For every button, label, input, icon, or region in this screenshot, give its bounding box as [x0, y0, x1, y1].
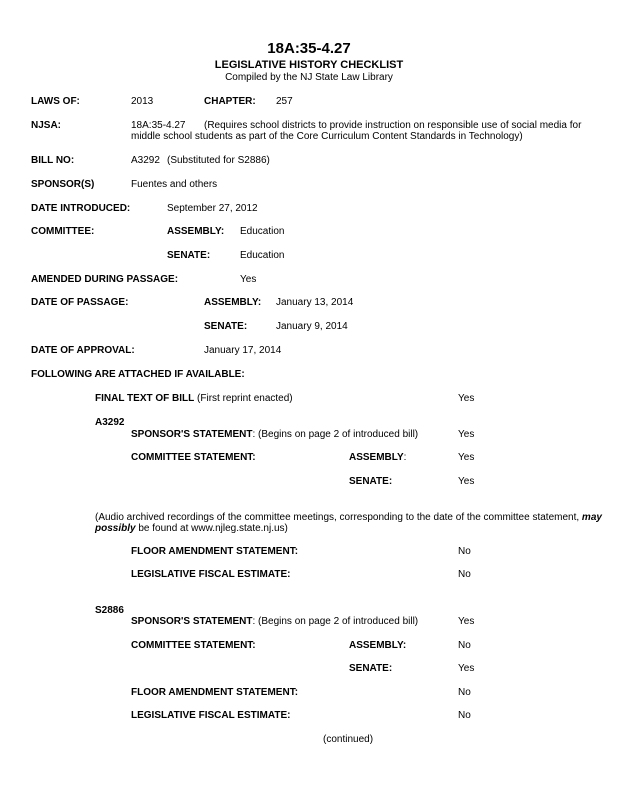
- a3292-senate-value: Yes: [458, 476, 475, 487]
- bill-no-note: (Substituted for S2886): [167, 155, 270, 166]
- s2886-senate-value: Yes: [458, 663, 475, 674]
- committee-label: COMMITTEE:: [31, 226, 95, 237]
- final-text-row: [95, 393, 293, 405]
- date-of-passage-label: DATE OF PASSAGE:: [31, 297, 129, 308]
- compiled-by: Compiled by the NJ State Law Library: [225, 72, 393, 83]
- date-of-approval-value: January 17, 2014: [204, 345, 282, 356]
- s2886-assembly-label: ASSEMBLY:: [349, 640, 407, 651]
- passage-assembly-label: ASSEMBLY:: [204, 297, 262, 308]
- date-introduced-label: DATE INTRODUCED:: [31, 203, 131, 214]
- njsa-description-line1: (Requires school districts to provide instruction on responsible use of social media for: [204, 120, 582, 131]
- audio-note-rest: be found at www.njleg.state.nj.us): [135, 523, 288, 534]
- committee-senate-value: Education: [240, 250, 285, 261]
- a3292-floor-value: No: [458, 546, 471, 557]
- s2886-assembly-value: No: [458, 640, 471, 651]
- passage-senate-value: January 9, 2014: [276, 321, 348, 332]
- sponsor-label: SPONSOR(S): [31, 179, 95, 190]
- date-introduced-value: September 27, 2012: [167, 203, 258, 214]
- a3292-label: A3292: [95, 417, 125, 428]
- chapter-value: 257: [276, 96, 293, 107]
- a3292-committee-statement-label: COMMITTEE STATEMENT:: [131, 452, 256, 463]
- a3292-sponsor-statement-value: Yes: [458, 429, 475, 440]
- a3292-assembly-colon: :: [403, 452, 407, 463]
- a3292-assembly-value: Yes: [458, 452, 475, 463]
- s2886-sponsor-statement-value: Yes: [458, 616, 475, 627]
- s2886-floor-value: No: [458, 687, 471, 698]
- s2886-fiscal-label: LEGISLATIVE FISCAL ESTIMATE:: [131, 710, 291, 721]
- a3292-floor-label: FLOOR AMENDMENT STATEMENT:: [131, 546, 299, 557]
- final-text-value: Yes: [458, 393, 475, 404]
- a3292-assembly: [349, 452, 406, 464]
- final-text-note: (First reprint enacted): [197, 393, 293, 404]
- laws-of-year: 2013: [131, 96, 154, 107]
- njsa-description-line2: middle school students as part of the Core Curriculum Content Standards in Technology): [131, 131, 523, 142]
- bill-no-value: A3292: [131, 155, 160, 166]
- chapter-label: CHAPTER:: [204, 96, 256, 107]
- a3292-fiscal-label: LEGISLATIVE FISCAL ESTIMATE:: [131, 569, 291, 580]
- s2886-label: S2886: [95, 605, 124, 616]
- sponsor-value: Fuentes and others: [131, 179, 218, 190]
- audio-note-line2: [95, 523, 288, 535]
- s2886-sponsor-statement-note: : (Begins on page 2 of introduced bill): [252, 616, 419, 627]
- audio-note-may: may: [581, 512, 602, 523]
- date-of-approval-label: DATE OF APPROVAL:: [31, 345, 135, 356]
- audio-note-text: (Audio archived recordings of the committee meetings, corresponding to the date of the committee statement,: [95, 512, 582, 523]
- s2886-sponsor-statement: [131, 616, 418, 628]
- njsa-section: 18A:35-4.27: [131, 120, 186, 131]
- s2886-sponsor-statement-label: SPONSOR'S STATEMENT: [131, 616, 253, 627]
- attached-heading: FOLLOWING ARE ATTACHED IF AVAILABLE:: [31, 369, 245, 380]
- a3292-sponsor-statement-note: : (Begins on page 2 of introduced bill): [252, 429, 419, 440]
- amended-label: AMENDED DURING PASSAGE:: [31, 274, 179, 285]
- s2886-fiscal-value: No: [458, 710, 471, 721]
- a3292-sponsor-statement: [131, 429, 418, 441]
- s2886-committee-statement-label: COMMITTEE STATEMENT:: [131, 640, 256, 651]
- s2886-floor-label: FLOOR AMENDMENT STATEMENT:: [131, 687, 299, 698]
- continued-note: (continued): [323, 734, 374, 745]
- s2886-senate-label: SENATE:: [349, 663, 393, 674]
- statute-title: 18A:35-4.27: [267, 40, 351, 57]
- bill-no-label: BILL NO:: [31, 155, 75, 166]
- a3292-fiscal-value: No: [458, 569, 471, 580]
- checklist-title: LEGISLATIVE HISTORY CHECKLIST: [214, 59, 404, 71]
- njsa-label: NJSA:: [31, 120, 62, 131]
- final-text-label: FINAL TEXT OF BILL: [95, 393, 195, 404]
- audio-note-possibly: possibly: [95, 523, 136, 534]
- a3292-sponsor-statement-label: SPONSOR'S STATEMENT: [131, 429, 253, 440]
- amended-value: Yes: [240, 274, 257, 285]
- a3292-senate-label: SENATE:: [349, 476, 393, 487]
- committee-assembly-value: Education: [240, 226, 285, 237]
- a3292-assembly-label: ASSEMBLY: [349, 452, 404, 463]
- committee-assembly-label: ASSEMBLY:: [167, 226, 225, 237]
- passage-senate-label: SENATE:: [204, 321, 248, 332]
- committee-senate-label: SENATE:: [167, 250, 211, 261]
- passage-assembly-value: January 13, 2014: [276, 297, 354, 308]
- laws-of-label: LAWS OF:: [31, 96, 80, 107]
